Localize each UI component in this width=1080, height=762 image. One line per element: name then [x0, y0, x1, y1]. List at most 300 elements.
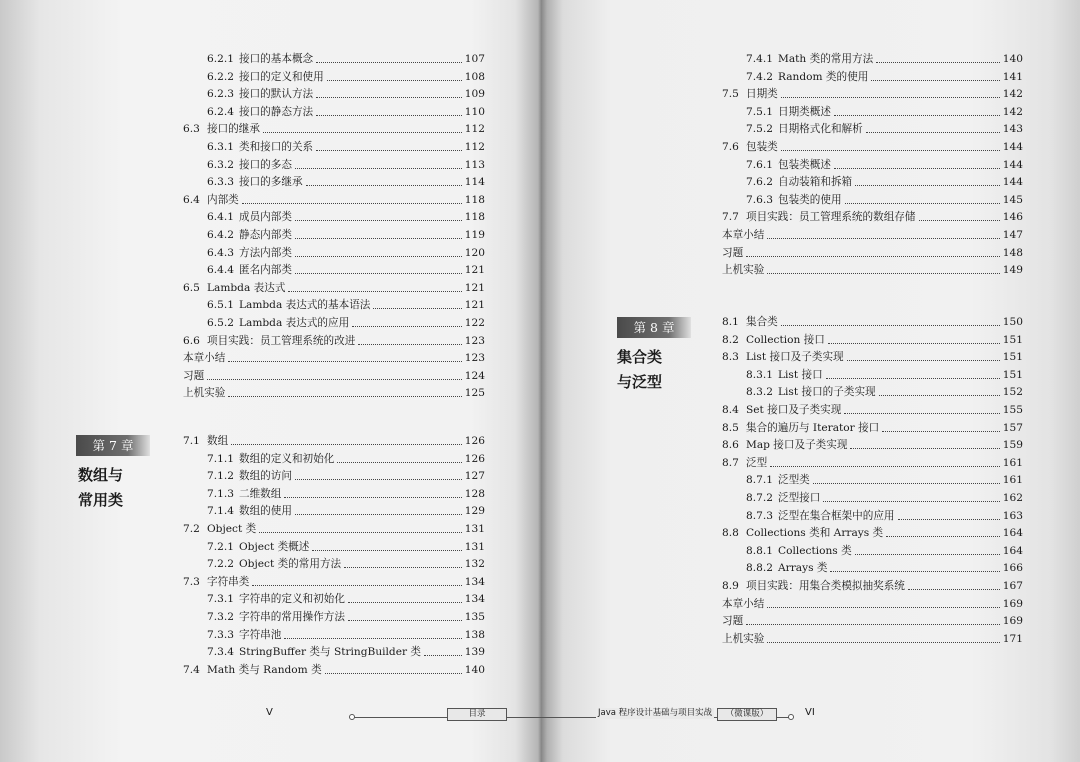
toc-entry	[183, 103, 485, 121]
toc-entry-number: 6.4.3	[207, 246, 234, 259]
toc-entry-page: 132	[464, 558, 485, 571]
toc-entry-page: 150	[1002, 316, 1023, 328]
toc-entry	[722, 542, 1023, 560]
toc-entry-number: 7.3.3	[207, 628, 234, 641]
toc-entry-title: Object 类	[207, 523, 257, 535]
toc-dot-leader	[352, 314, 462, 327]
toc-entry-page: 140	[464, 663, 485, 676]
toc-entry	[722, 630, 1023, 648]
toc-dot-leader	[263, 120, 462, 133]
toc-dot-leader	[898, 507, 1000, 520]
toc-entry-title: 字符串类	[207, 575, 250, 588]
toc-dot-leader	[228, 349, 462, 362]
toc-entry-page: 112	[464, 141, 485, 153]
toc-entry-page: 161	[1002, 474, 1023, 487]
toc-dot-leader	[908, 577, 1000, 590]
toc-dot-leader	[337, 450, 462, 463]
toc-entry	[722, 436, 1023, 454]
toc-entry-number: 7.1.1	[207, 452, 234, 465]
toc-entry-title: 集合的遍历与 Iterator 接口	[746, 421, 880, 434]
toc-entry-number: 8.1	[722, 316, 739, 328]
toc-entry-title: 泛型	[746, 456, 768, 469]
toc-entry-page: 107	[464, 53, 485, 65]
toc-entry	[183, 279, 485, 297]
toc-dot-leader	[845, 191, 1000, 204]
toc-entry	[183, 450, 485, 468]
toc-dot-leader	[834, 156, 1000, 169]
toc-entry	[183, 573, 485, 591]
toc-entry-title: Lambda 表达式	[207, 281, 286, 294]
toc-entry-title: 接口的多继承	[239, 176, 303, 189]
toc-entry-title: 习题	[183, 369, 205, 382]
toc-entry	[722, 208, 1023, 226]
toc-entry	[722, 244, 1023, 262]
toc-entry	[183, 173, 485, 191]
toc-entry-page: 131	[464, 540, 485, 553]
toc-entry-page: 144	[1002, 176, 1023, 189]
toc-entry-page: 151	[1002, 333, 1023, 346]
toc-entry-number: 6.5.1	[207, 299, 234, 312]
toc-dot-leader	[767, 261, 1000, 274]
toc-entry-page: 162	[1002, 492, 1023, 504]
toc-entry	[722, 524, 1023, 542]
chapter-title-line: 与泛型	[617, 373, 663, 391]
toc-entry-page: 110	[464, 105, 485, 118]
toc-entry-title: 接口的继承	[207, 123, 260, 136]
toc-entry-number: 7.1.4	[207, 505, 234, 518]
toc-dot-leader	[231, 432, 462, 445]
toc-entry-title: 接口的定义和使用	[239, 70, 324, 83]
toc-dot-leader	[358, 332, 462, 345]
toc-dot-leader	[847, 348, 1000, 361]
toc-entry	[183, 384, 485, 402]
toc-dot-leader	[259, 520, 462, 533]
toc-dot-leader	[882, 419, 1000, 432]
toc-entry	[722, 50, 1023, 68]
toc-entry-number: 7.5.1	[746, 105, 773, 118]
toc-entry-page: 166	[1002, 562, 1023, 575]
toc-entry	[183, 332, 485, 350]
toc-entry-number: 6.2.4	[207, 105, 234, 118]
toc-entry	[183, 661, 485, 679]
toc-dot-leader	[207, 367, 462, 380]
toc-entry-number: 6.3	[183, 123, 200, 136]
toc-entry-page: 146	[1002, 211, 1023, 224]
toc-entry-number: 6.3.2	[207, 158, 234, 171]
toc-entry-number: 7.6	[722, 141, 739, 153]
toc-entry-page: 145	[1002, 193, 1023, 206]
toc-entry-page: 127	[464, 470, 485, 483]
toc-entry	[183, 467, 485, 485]
footer-edition-tab: （微课版）	[717, 708, 777, 721]
toc-entry-title: Arrays 类	[778, 562, 828, 575]
toc-entry-title: Set 接口及子类实现	[746, 404, 842, 416]
toc-entry-title: List 接口的子类实现	[778, 386, 876, 399]
toc-entry-page: 151	[1002, 368, 1023, 381]
toc-entry-title: 字符串池	[239, 628, 282, 641]
toc-entry-title: 项目实践：用集合类模拟抽奖系统	[746, 580, 905, 592]
toc-entry-title: 方法内部类	[239, 246, 292, 259]
toc-entry	[722, 348, 1023, 366]
toc-entry-title: 包装类的使用	[778, 193, 842, 206]
toc-entry-title: List 接口及子类实现	[746, 351, 844, 364]
toc-entry-page: 109	[464, 88, 485, 101]
toc-entry-number: 8.7	[722, 456, 739, 469]
toc-entry	[722, 383, 1023, 401]
toc-dot-leader	[823, 489, 1000, 502]
toc-entry	[722, 261, 1023, 279]
toc-entry-title: 数组的访问	[239, 470, 292, 483]
toc-entry	[183, 208, 485, 226]
toc-entry-number: 7.2.1	[207, 540, 234, 553]
toc-dot-leader	[316, 50, 462, 63]
toc-entry-number: 8.8.1	[746, 544, 773, 557]
toc-entry-title: 上机实验	[183, 387, 226, 400]
toc-entry	[183, 626, 485, 644]
toc-entry-number: 7.1	[183, 435, 200, 447]
chapter-title-line: 常用类	[78, 491, 124, 509]
toc-entry	[183, 244, 485, 262]
toc-entry-title: 数组的使用	[239, 505, 292, 518]
toc-entry-title: 集合类	[746, 316, 778, 328]
toc-dot-leader	[886, 524, 1000, 537]
toc-dot-leader	[295, 208, 462, 221]
toc-entry-number: 6.2.3	[207, 88, 234, 101]
toc-entry-number: 6.4.4	[207, 264, 234, 277]
toc-dot-leader	[746, 244, 1000, 257]
toc-entry-title: 泛型类	[778, 474, 810, 487]
toc-entry-page: 122	[464, 317, 485, 329]
toc-dot-leader	[767, 226, 1000, 239]
toc-entry-title: Collections 类	[778, 544, 852, 557]
toc-entry-page: 120	[464, 246, 485, 259]
toc-entry-title: 接口的基本概念	[239, 53, 314, 65]
toc-entry-page: 125	[464, 387, 485, 400]
toc-entry-title: 字符串的常用操作方法	[239, 611, 345, 623]
toc-entry-title: 数组的定义和初始化	[239, 452, 335, 465]
toc-entry-number: 8.4	[722, 404, 739, 416]
toc-entry-page: 138	[464, 628, 485, 641]
toc-entry-page: 164	[1002, 527, 1023, 540]
toc-dot-leader	[348, 590, 462, 603]
toc-entry-title: 接口的静态方法	[239, 105, 314, 118]
toc-entry-title: 上机实验	[722, 264, 765, 277]
toc-entry	[183, 590, 485, 608]
toc-entry-title: List 接口	[778, 368, 823, 381]
toc-entry	[722, 68, 1023, 86]
toc-entry	[183, 156, 485, 174]
toc-entry-number: 7.3.1	[207, 593, 234, 606]
toc-entry	[183, 555, 485, 573]
toc-entry-page: 171	[1002, 632, 1023, 645]
toc-dot-leader	[242, 191, 462, 204]
toc-dot-leader	[876, 50, 1000, 63]
chapter-badge: 第 7 章	[76, 435, 150, 456]
toc-dot-leader	[871, 68, 1000, 81]
toc-entry-number: 6.4.2	[207, 229, 234, 241]
toc-entry-number: 8.8	[722, 527, 739, 540]
page-number: VI	[805, 707, 815, 718]
toc-entry-page: 123	[464, 334, 485, 347]
toc-dot-leader	[767, 630, 1000, 643]
toc-dot-leader	[306, 173, 462, 186]
toc-entry	[183, 191, 485, 209]
toc-entry-page: 155	[1002, 404, 1023, 416]
toc-entry-title: 匿名内部类	[239, 264, 292, 277]
toc-entry	[183, 538, 485, 556]
toc-dot-leader	[325, 661, 462, 674]
toc-entry-title: 习题	[722, 615, 744, 628]
toc-entry	[183, 432, 485, 450]
toc-entry-title: Object 类概述	[239, 540, 310, 553]
toc-entry-page: 123	[464, 352, 485, 365]
toc-entry-title: 日期类概述	[778, 105, 831, 118]
toc-entry-page: 164	[1002, 544, 1023, 557]
toc-dot-leader	[344, 555, 462, 568]
toc-entry-page: 159	[1002, 439, 1023, 452]
toc-dot-leader	[866, 120, 1000, 133]
toc-dot-leader	[295, 502, 462, 515]
toc-entry-title: 包装类	[746, 141, 778, 153]
toc-entry-number: 6.3.3	[207, 176, 234, 189]
toc-entry-number: 7.2	[183, 523, 200, 535]
toc-entry-title: 本章小结	[722, 229, 765, 241]
toc-entry-title: Lambda 表达式的基本语法	[239, 299, 371, 312]
toc-dot-leader	[813, 471, 1000, 484]
toc-dot-leader	[316, 85, 462, 98]
page-number: V	[266, 707, 273, 718]
toc-entry	[183, 226, 485, 244]
toc-entry-title: 自动装箱和拆箱	[778, 176, 853, 189]
toc-entry-page: 148	[1002, 246, 1023, 259]
toc-entry	[722, 366, 1023, 384]
toc-entry-page: 140	[1002, 53, 1023, 65]
toc-entry	[722, 85, 1023, 103]
toc-entry-title: 日期类	[746, 88, 778, 101]
toc-entry-page: 113	[464, 158, 485, 171]
toc-entry-title: 本章小结	[722, 597, 765, 610]
toc-entry-page: 139	[464, 646, 485, 659]
toc-dot-leader	[295, 261, 462, 274]
toc-entry-number: 7.4.2	[746, 70, 773, 83]
toc-entry-number: 7.1.2	[207, 470, 234, 483]
toc-entry-page: 149	[1002, 264, 1023, 277]
toc-entry-title: 日期格式化和解析	[778, 123, 863, 136]
toc-entry-number: 6.6	[183, 334, 200, 347]
toc-entry-title: 接口的多态	[239, 158, 292, 171]
toc-entry-number: 6.4	[183, 193, 200, 206]
toc-entry	[183, 349, 485, 367]
toc-entry-number: 8.7.2	[746, 492, 773, 504]
toc-entry-title: 泛型接口	[778, 492, 821, 504]
toc-entry-page: 135	[464, 611, 485, 623]
toc-entry-page: 141	[1002, 70, 1023, 83]
toc-dot-leader	[316, 103, 462, 116]
toc-entry-title: Collections 类和 Arrays 类	[746, 527, 884, 540]
toc-entry-number: 7.1.3	[207, 487, 234, 500]
toc-entry-title: 数组	[207, 435, 229, 447]
toc-entry-title: 类和接口的关系	[239, 141, 314, 153]
toc-entry-page: 157	[1002, 421, 1023, 434]
toc-entry-title: Math 类的常用方法	[778, 53, 874, 65]
toc-entry-page: 152	[1002, 386, 1023, 399]
toc-entry	[183, 608, 485, 626]
toc-entry	[722, 331, 1023, 349]
toc-entry-number: 8.7.3	[746, 509, 773, 522]
toc-dot-leader	[834, 103, 1000, 116]
toc-entry	[183, 138, 485, 156]
toc-entry	[183, 120, 485, 138]
toc-entry-page: 144	[1002, 158, 1023, 171]
toc-entry-title: Lambda 表达式的应用	[239, 317, 350, 329]
toc-entry-number: 6.5.2	[207, 317, 234, 329]
toc-entry-page: 119	[464, 229, 485, 241]
toc-dot-leader	[288, 279, 462, 292]
toc-entry-page: 151	[1002, 351, 1023, 364]
toc-entry-title: 习题	[722, 246, 744, 259]
toc-entry-title: Collection 接口	[746, 333, 825, 346]
toc-entry	[183, 68, 485, 86]
toc-entry	[722, 612, 1023, 630]
toc-entry-title: 包装类概述	[778, 158, 831, 171]
toc-entry	[183, 314, 485, 332]
toc-entry-title: 项目实践：员工管理系统的改进	[207, 334, 356, 347]
toc-entry	[183, 261, 485, 279]
chapter-title-line: 数组与	[78, 466, 124, 484]
toc-entry-number: 7.2.2	[207, 558, 234, 571]
toc-entry-title: 成员内部类	[239, 211, 292, 224]
toc-entry-page: 169	[1002, 615, 1023, 628]
toc-entry-page: 143	[1002, 123, 1023, 136]
toc-dot-leader	[781, 138, 1000, 151]
toc-entry	[722, 120, 1023, 138]
toc-entry-title: 项目实践：员工管理系统的数组存储	[746, 211, 916, 224]
toc-entry-number: 7.5	[722, 88, 739, 101]
toc-dot-leader	[424, 643, 462, 656]
toc-entry-number: 7.7	[722, 211, 739, 224]
toc-entry	[722, 401, 1023, 419]
toc-dot-leader	[919, 208, 1000, 221]
toc-entry-page: 118	[464, 193, 485, 206]
toc-entry-page: 129	[464, 505, 485, 518]
right-page	[541, 0, 1080, 762]
toc-entry-page: 142	[1002, 105, 1023, 118]
toc-entry	[183, 50, 485, 68]
toc-entry-page: 144	[1002, 141, 1023, 153]
chapter-title	[617, 345, 662, 395]
toc-entry-number: 8.5	[722, 421, 739, 434]
toc-dot-leader	[295, 467, 462, 480]
toc-entry	[183, 520, 485, 538]
toc-dot-leader	[767, 595, 1000, 608]
toc-dot-leader	[770, 454, 1000, 467]
toc-entry-page: 121	[464, 281, 485, 294]
toc-entry-title: 泛型在集合框架中的应用	[778, 509, 895, 522]
toc-dot-leader	[312, 538, 462, 551]
toc-entry	[183, 296, 485, 314]
toc-dot-leader	[228, 384, 462, 397]
toc-entry-number: 7.4.1	[746, 53, 773, 65]
toc-entry-title: Math 类与 Random 类	[207, 663, 322, 676]
toc-entry-page: 134	[464, 575, 485, 588]
chapter-badge: 第 8 章	[617, 317, 691, 338]
toc-entry-page: 126	[464, 435, 485, 447]
toc-entry-number: 8.7.1	[746, 474, 773, 487]
toc-entry-title: 接口的默认方法	[239, 88, 314, 101]
toc-dot-leader	[746, 612, 1000, 625]
toc-entry-title: 本章小结	[183, 352, 226, 365]
toc-dot-leader	[295, 244, 462, 257]
footer-book-title: Java 程序设计基础与项目实战	[598, 708, 713, 718]
toc-entry-title: 上机实验	[722, 632, 765, 645]
toc-dot-leader	[826, 366, 1000, 379]
toc-entry-number: 6.2.1	[207, 53, 234, 65]
toc-entry	[722, 507, 1023, 525]
toc-entry-page: 163	[1002, 509, 1023, 522]
toc-dot-leader	[850, 436, 1000, 449]
toc-entry-number: 8.9	[722, 580, 739, 592]
toc-dot-leader	[327, 68, 462, 81]
toc-entry	[722, 595, 1023, 613]
toc-entry	[183, 485, 485, 503]
toc-entry-page: 167	[1002, 580, 1023, 592]
toc-dot-leader	[295, 156, 462, 169]
toc-entry	[722, 138, 1023, 156]
toc-entry-number: 6.4.1	[207, 211, 234, 224]
toc-entry-number: 8.3.2	[746, 386, 773, 399]
toc-dot-leader	[830, 559, 1000, 572]
toc-entry-number: 7.4	[183, 663, 200, 676]
toc-entry-number: 7.3.2	[207, 611, 234, 623]
toc-entry-page: 147	[1002, 229, 1023, 241]
toc-entry-number: 6.3.1	[207, 141, 234, 153]
toc-entry	[722, 559, 1023, 577]
toc-entry-number: 7.6.2	[746, 176, 773, 189]
toc-entry-title: Map 接口及子类实现	[746, 439, 848, 452]
toc-dot-leader	[284, 626, 462, 639]
toc-dot-leader	[781, 85, 1000, 98]
toc-entry-page: 121	[464, 264, 485, 277]
toc-entry	[722, 577, 1023, 595]
toc-entry-number: 7.3	[183, 575, 200, 588]
toc-entry	[722, 156, 1023, 174]
toc-entry-number: 6.5	[183, 281, 200, 294]
toc-entry-title: StringBuffer 类与 StringBuilder 类	[239, 646, 421, 659]
toc-entry	[722, 226, 1023, 244]
toc-entry-number: 8.3	[722, 351, 739, 364]
toc-dot-leader	[844, 401, 1000, 414]
toc-entry	[722, 103, 1023, 121]
toc-entry	[722, 313, 1023, 331]
toc-entry	[722, 454, 1023, 472]
chapter-title-line: 集合类	[617, 348, 663, 366]
toc-entry	[183, 85, 485, 103]
toc-entry-title: 二维数组	[239, 487, 282, 500]
footer-section-tab: 目录	[447, 708, 507, 721]
toc-entry	[722, 489, 1023, 507]
footer-ornament	[788, 714, 794, 720]
toc-entry	[183, 367, 485, 385]
chapter-title	[78, 463, 123, 513]
toc-entry	[183, 502, 485, 520]
toc-entry-number: 8.2	[722, 333, 739, 346]
toc-dot-leader	[295, 226, 462, 239]
toc-entry-page: 108	[464, 70, 485, 83]
toc-entry-title: 静态内部类	[239, 229, 292, 241]
toc-entry-title: 内部类	[207, 193, 239, 206]
toc-entry-page: 114	[464, 176, 485, 189]
toc-entry-title: Object 类的常用方法	[239, 558, 342, 571]
